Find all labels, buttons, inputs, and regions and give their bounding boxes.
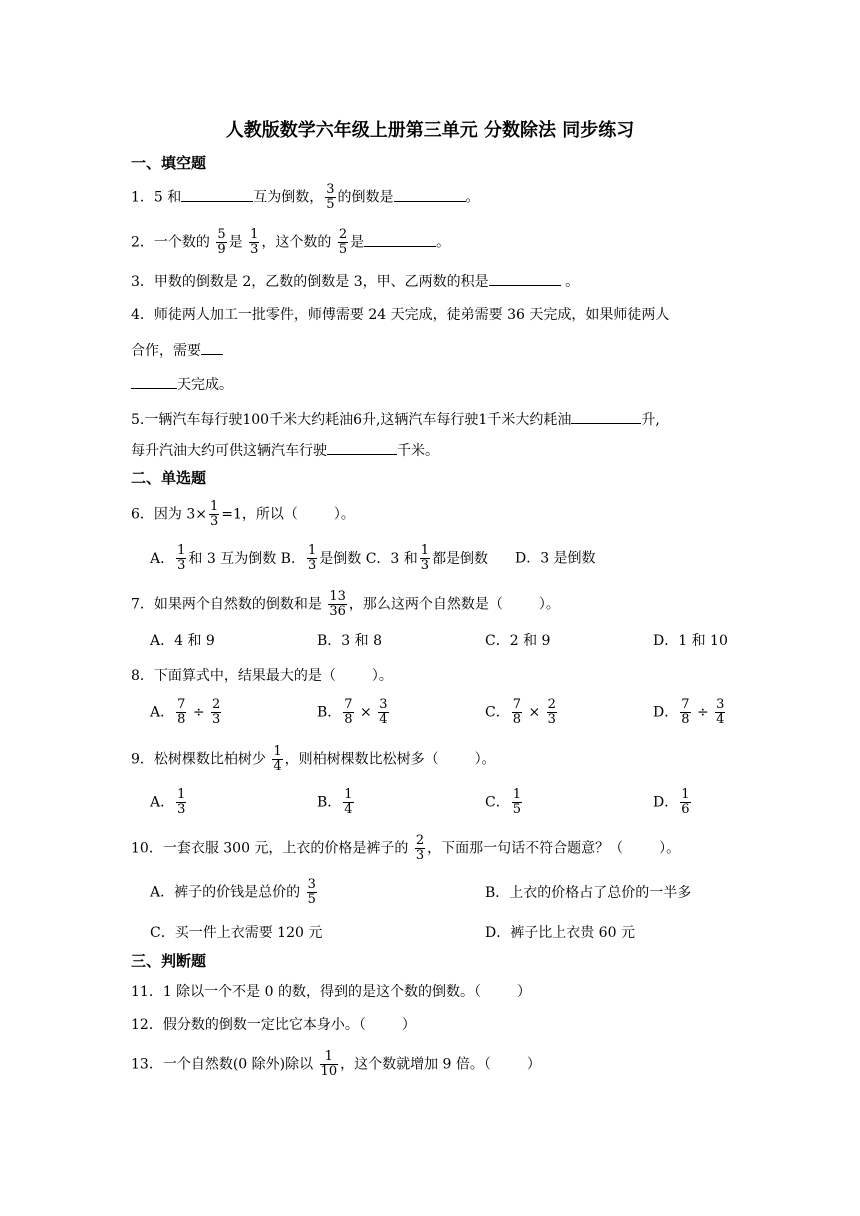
option-d[interactable]: D．裤子比上衣贵 60 元: [485, 925, 635, 941]
answer-blank[interactable]: [364, 232, 436, 247]
question-13: 13．一个自然数(0 除外)除以 $\frac{1}{10}$ ，这个数就增加 9 倍。（ ）: [131, 1049, 541, 1079]
option-d[interactable]: D．1 和 10: [653, 633, 728, 649]
question-4-line1: 4．师徒两人加工一批零件，师傅需要 24 天完成，徒弟需要 36 天完成，如果师徒两人: [131, 307, 670, 323]
option-c[interactable]: C．2 和 9: [485, 633, 551, 649]
page-title: 人教版数学六年级上册第三单元 分数除法 同步练习: [225, 120, 635, 141]
answer-blank[interactable]: [201, 340, 223, 355]
option-d[interactable]: D．3 是倒数: [514, 550, 596, 567]
option-a[interactable]: A． $\frac{1}{3}$: [150, 787, 186, 817]
option-d[interactable]: D． $\frac{1}{6}$: [653, 787, 690, 817]
question-6: 6．因为 3× $\frac{1}{3}$ =1，所以（ ）。: [131, 499, 355, 529]
option-d[interactable]: D． $\frac{7}{8}$ ÷ $\frac{3}{4}$: [653, 697, 725, 727]
question-9: 9．松树棵数比柏树少 $\frac{1}{4}$ ，则柏树棵数比松树多（ ）。: [131, 744, 496, 774]
section-heading-choice: 二、单选题: [131, 469, 207, 487]
question-4-line2: 合作，需要: [131, 340, 223, 360]
question-5-line2: 每升汽油大约可供这辆汽车行驶 千米。: [131, 440, 439, 460]
question-2: 2．一个数的 $\frac{5}{9}$ 是 $\frac{1}{3}$ ，这个数的 $\frac{2}{5}$ 是 。: [131, 227, 451, 257]
question-3: 3．甲数的倒数是 2，乙数的倒数是 3，甲、乙两数的积是 。: [131, 271, 579, 291]
option-a[interactable]: A．裤子的价钱是总价的 $\frac{3}{5}$: [150, 877, 316, 907]
answer-blank[interactable]: [327, 440, 397, 455]
option-c[interactable]: C． $\frac{7}{8}$ × $\frac{2}{3}$: [485, 697, 556, 727]
option-c[interactable]: C．买一件上衣需要 120 元: [150, 925, 323, 941]
question-5-line1: 5.一辆汽车每行驶100千米大约耗油6升,这辆汽车每行驶1千米大约耗油 升,: [131, 409, 660, 429]
answer-blank[interactable]: [131, 374, 177, 389]
option-b[interactable]: B．上衣的价格占了总价的一半多: [485, 885, 692, 901]
option-c[interactable]: C．3 和 $\frac{1}{3}$ 都是倒数: [365, 543, 489, 573]
answer-blank[interactable]: [181, 187, 253, 202]
question-12: 12．假分数的倒数一定比它本身小。（ ）: [131, 1017, 416, 1033]
option-a[interactable]: A． $\frac{1}{3}$ 和 3 互为倒数: [150, 543, 277, 573]
question-6-options: [150, 544, 596, 573]
question-10: 10．一套衣服 300 元，上衣的价格是裤子的 $\frac{2}{3}$ ，下面那一句话不符合题意？（ ）。: [131, 833, 681, 863]
option-a[interactable]: A． $\frac{7}{8}$ ÷ $\frac{2}{3}$: [150, 697, 221, 727]
option-b[interactable]: B． $\frac{1}{3}$ 是倒数: [280, 543, 362, 573]
answer-blank[interactable]: [489, 271, 561, 286]
question-8: 8．下面算式中，结果最大的是（ ）。: [131, 668, 393, 684]
question-11: 11．1 除以一个不是 0 的数，得到的是这个数的倒数。（ ）: [131, 984, 531, 1000]
option-a[interactable]: A．4 和 9: [150, 633, 215, 649]
option-b[interactable]: B． $\frac{1}{4}$: [317, 787, 353, 817]
option-b[interactable]: B． $\frac{7}{8}$ × $\frac{3}{4}$: [317, 697, 388, 727]
fraction: $\frac{3}{5}$: [326, 182, 335, 212]
section-heading-judge: 三、判断题: [131, 952, 207, 970]
answer-blank[interactable]: [571, 409, 641, 424]
question-7: 7．如果两个自然数的倒数和是 $\frac{13}{36}$ ，那么这两个自然数是（ ）。: [131, 589, 560, 619]
section-heading-fill: 一、填空题: [131, 154, 207, 172]
answer-blank[interactable]: [394, 187, 466, 202]
option-b[interactable]: B．3 和 8: [317, 633, 383, 649]
question-1: 1．5 和 互为倒数， $\frac{3}{5}$ 的倒数是 。: [131, 182, 480, 212]
question-4-line3: 天完成。: [131, 374, 233, 394]
option-c[interactable]: C． $\frac{1}{5}$: [485, 787, 521, 817]
